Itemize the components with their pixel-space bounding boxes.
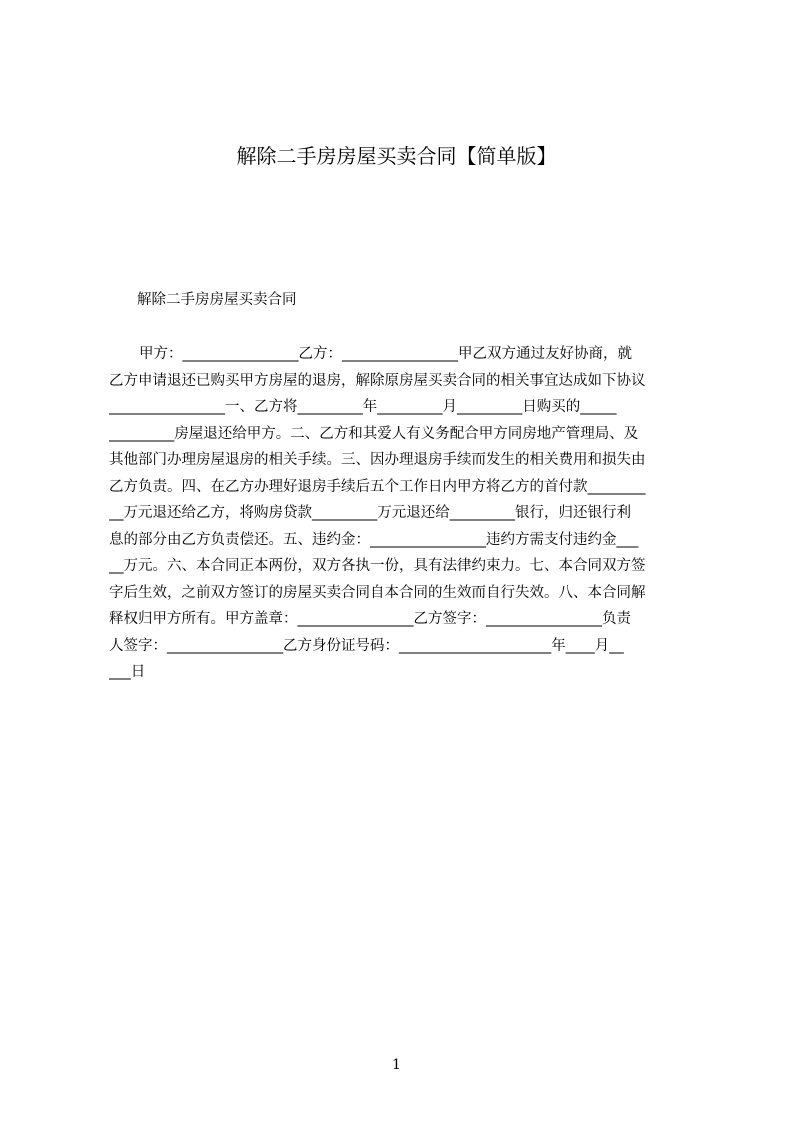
body-line: 字后生效，之前双方签订的房屋买卖合同自本合同的生效而自行失效。八、本合同解 [109, 584, 646, 601]
body-line: ___日 [109, 664, 146, 680]
body-line: _________房屋退还给甲方。二、乙方和其爱人有义务配合甲方同房地产管理局、及 [109, 425, 639, 442]
body-line: __万元退还给乙方，将购房贷款_________万元退还给_________银行，归还银行利 [109, 505, 631, 521]
body-line: ________________一、乙方将_________年_________月_________日购买的_____ [109, 399, 617, 415]
body-line: 其他部门办理房屋退房的相关手续。三、因办理退房手续而发生的相关费用和损失由 [109, 452, 646, 468]
body-line: 息的部分由乙方负责偿还。五、违约金：________________违约方需支付违约金___ [109, 531, 639, 548]
body-line: 人签字：________________乙方身份证号码：_____________________年____月__ [109, 637, 624, 654]
body-line: 甲方：________________乙方：________________甲乙双方通过友好协商，就 [139, 346, 632, 362]
document-subtitle: 解除二手房房屋买卖合同 [137, 292, 297, 308]
document-body [109, 344, 699, 689]
body-line: 乙方申请退还已购买甲方房屋的退房，解除原房屋买卖合同的相关事宜达成如下协议 [109, 372, 646, 389]
document-title: 解除二手房房屋买卖合同【简单版】 [236, 144, 557, 168]
page-number: 1 [392, 1057, 401, 1073]
body-line: __万元。六、本合同正本两份，双方各执一份，具有法律约束力。七、本合同双方签 [109, 558, 646, 574]
body-line: 释权归甲方所有。甲方盖章：________________乙方签字：________________负责 [109, 611, 631, 627]
body-line: 乙方负责。四、在乙方办理好退房手续后五个工作日内甲方将乙方的首付款________ [109, 478, 646, 495]
